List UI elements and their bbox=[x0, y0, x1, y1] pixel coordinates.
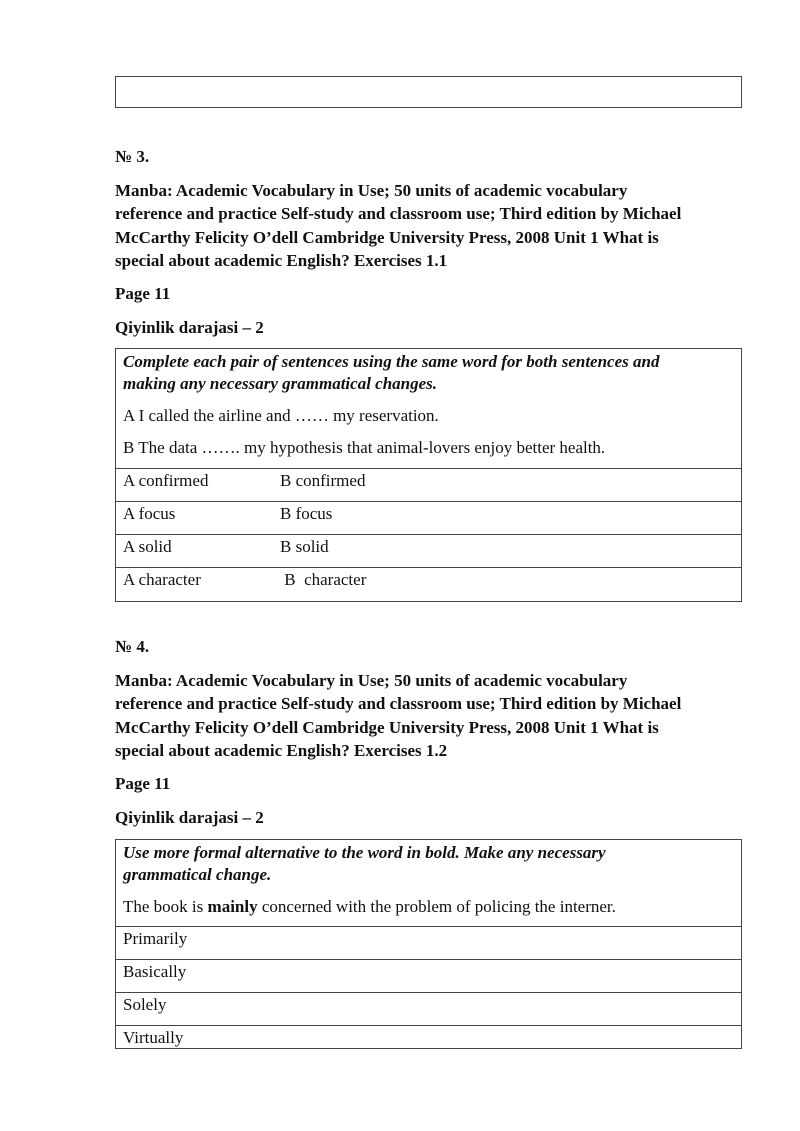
question-3-table bbox=[115, 348, 742, 602]
source-line: McCarthy Felicity O’dell Cambridge University Press, 2008 Unit 1 What is bbox=[115, 227, 659, 247]
option-row[interactable] bbox=[116, 502, 741, 535]
question-4-prompt bbox=[116, 840, 741, 927]
question-4-table bbox=[115, 839, 742, 1049]
source-line: special about academic English? Exercises 1.1 bbox=[115, 250, 448, 270]
source-line: Manba: Academic Vocabulary in Use; 50 units of academic vocabulary bbox=[115, 181, 628, 200]
page-label: Page 11 bbox=[115, 284, 171, 304]
difficulty-label: Qiyinlik darajasi – 2 bbox=[115, 808, 264, 828]
option-b: B solid bbox=[280, 537, 329, 556]
source-line: Manba: Academic Vocabulary in Use; 50 units of academic vocabulary bbox=[115, 671, 628, 690]
answer-row[interactable]: Virtually bbox=[123, 1028, 184, 1047]
option-a: A confirmed bbox=[123, 471, 209, 490]
source-line: reference and practice Self-study and classroom use; Third edition by Michael bbox=[115, 694, 682, 714]
sentence-b: B The data ……. my hypothesis that animal-lovers enjoy better health. bbox=[123, 438, 606, 457]
sentence bbox=[123, 896, 734, 918]
question-number: № 3. bbox=[115, 147, 150, 166]
page-label: Page 11 bbox=[115, 774, 171, 794]
source-line: reference and practice Self-study and classroom use; Third edition by Michael bbox=[115, 204, 682, 224]
answer-row[interactable]: Primarily bbox=[116, 927, 741, 960]
option-a: A character bbox=[123, 570, 201, 589]
question-3-prompt bbox=[116, 349, 741, 469]
option-a: A solid bbox=[123, 537, 172, 556]
instruction-line: making any necessary grammatical changes. bbox=[123, 374, 438, 393]
option-a: A focus bbox=[123, 504, 176, 523]
source-line: McCarthy Felicity O’dell Cambridge University Press, 2008 Unit 1 What is bbox=[115, 717, 659, 737]
option-row[interactable] bbox=[116, 535, 741, 568]
instruction-line: grammatical change. bbox=[123, 865, 272, 884]
question-3-header bbox=[115, 145, 747, 339]
option-b: B confirmed bbox=[280, 471, 366, 490]
answer-row[interactable]: Solely bbox=[116, 993, 741, 1026]
instruction-line: Complete each pair of sentences using the same word for both sentences and bbox=[123, 352, 660, 371]
bold-keyword: mainly bbox=[207, 897, 258, 916]
previous-answer-box bbox=[115, 76, 742, 108]
option-b: B focus bbox=[280, 504, 333, 523]
question-4-header bbox=[115, 635, 747, 829]
question-number: № 4. bbox=[115, 637, 150, 656]
sentence-pre: The book is bbox=[123, 897, 208, 916]
option-row[interactable] bbox=[116, 469, 741, 502]
difficulty-label: Qiyinlik darajasi – 2 bbox=[115, 318, 264, 338]
option-row[interactable] bbox=[116, 568, 741, 601]
sentence-a: A I called the airline and …… my reservation. bbox=[123, 406, 439, 425]
option-b: B character bbox=[280, 570, 367, 589]
answer-row[interactable]: Basically bbox=[116, 960, 741, 993]
source-line: special about academic English? Exercises 1.2 bbox=[115, 740, 448, 760]
sentence-post: concerned with the problem of policing the interner. bbox=[257, 897, 616, 916]
instruction-line: Use more formal alternative to the word in bold. Make any necessary bbox=[123, 843, 606, 862]
